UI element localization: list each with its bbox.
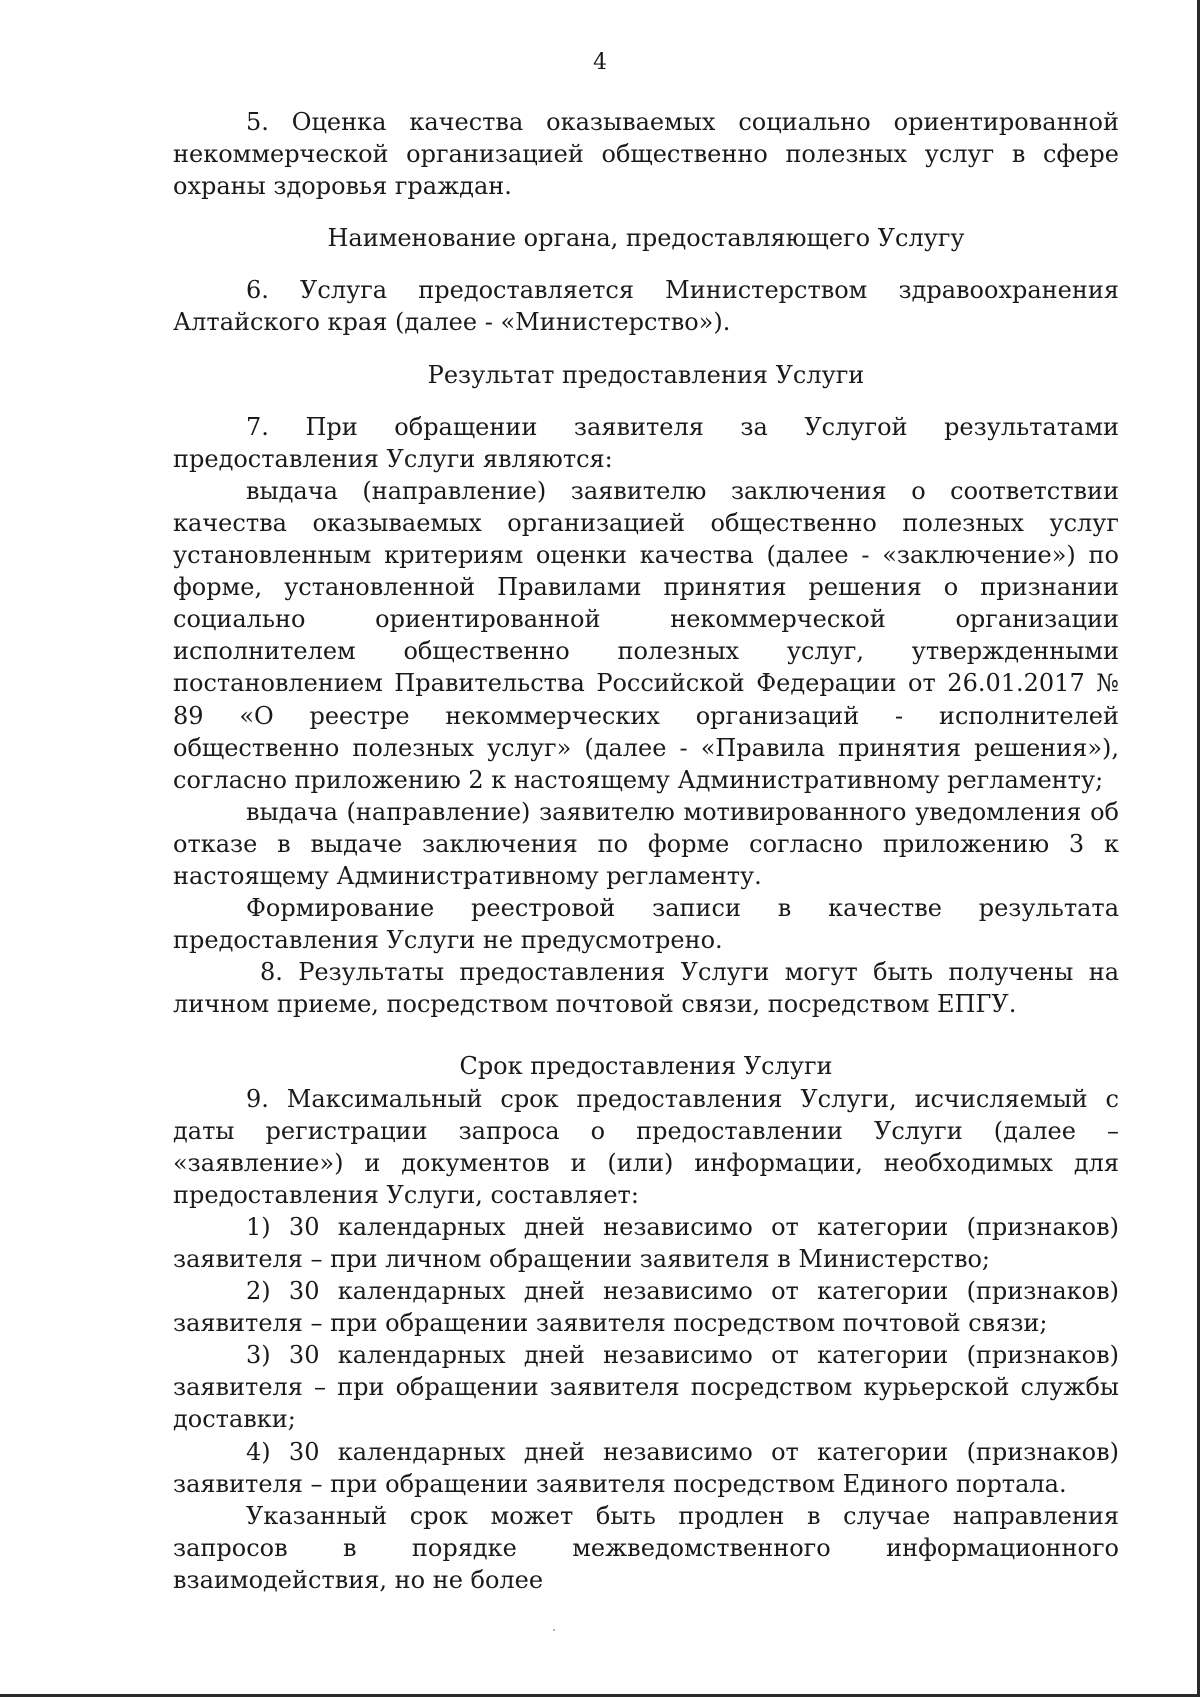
paragraph-9-item-1: 1) 30 календарных дней независимо от категории (признаков) заявителя – при личном обращении заявителя в Министерство;	[173, 1212, 1119, 1273]
paragraph-9-extension: Указанный срок может быть продлен в случае направления запросов в порядке межведомственного информационного взаимодействия, но не более	[173, 1501, 1119, 1594]
page-number: 4	[593, 50, 607, 75]
document-body	[173, 106, 1119, 1596]
paragraph-9-item-3: 3) 30 календарных дней независимо от категории (признаков) заявителя – при обращении заявителя посредством курьерской службы доставки;	[173, 1341, 1119, 1434]
paragraph-5: 5. Оценка качества оказываемых социально ориентированной некоммерческой организацией общественно полезных услуг в сфере охраны здоровья граждан.	[173, 108, 1119, 201]
scan-speck	[553, 1629, 555, 1631]
paragraph-6: 6. Услуга предоставляется Министерством здравоохранения Алтайского края (далее - «Министерство»).	[173, 276, 1119, 337]
paragraph-7-registry: Формирование реестровой записи в качестве результата предоставления Услуги не предусмотрено.	[173, 894, 1119, 955]
section-heading-result: Результат предоставления Услуги	[427, 360, 865, 389]
paragraph-9: 9. Максимальный срок предоставления Услуги, исчисляемый с даты регистрации запроса о предоставлении Услуги (далее – «заявление») и документов и (или) информации, необходимых для предоставления Услуги, составляет:	[173, 1084, 1119, 1209]
section-heading-term: Срок предоставления Услуги	[459, 1052, 833, 1081]
section-heading-organ: Наименование органа, предоставляющего Услугу	[327, 224, 965, 253]
paragraph-7-conclusion: выдача (направление) заявителю заключения о соответствии качества оказываемых организацией общественно полезных услуг установленным критериям оценки качества (далее - «заключение») по форме, установленной Правилами принятия решения о признании социально ориентированной некоммерческой организации исполнителем общественно полезных услуг, утвержденными постановлением Правительства Российской Федерации от 26.01.2017 № 89 «О реестре некоммерческих организаций - исполнителей общественно полезных услуг» (далее - «Правила принятия решения»), согласно приложению 2 к настоящему Административному регламенту;	[173, 476, 1119, 794]
paragraph-9-item-4: 4) 30 календарных дней независимо от категории (признаков) заявителя – при обращении заявителя посредством Единого портала.	[173, 1437, 1119, 1498]
paragraph-7: 7. При обращении заявителя за Услугой результатами предоставления Услуги являются:	[173, 412, 1119, 473]
paragraph-9-item-2: 2) 30 календарных дней независимо от категории (признаков) заявителя – при обращении заявителя посредством почтовой связи;	[173, 1277, 1119, 1338]
paragraph-8: 8. Результаты предоставления Услуги могут быть получены на личном приеме, посредством почтовой связи, посредством ЕПГУ.	[173, 958, 1119, 1019]
paragraph-7-refusal: выдача (направление) заявителю мотивированного уведомления об отказе в выдаче заключения по форме согласно приложению 3 к настоящему Административному регламенту.	[173, 797, 1119, 890]
